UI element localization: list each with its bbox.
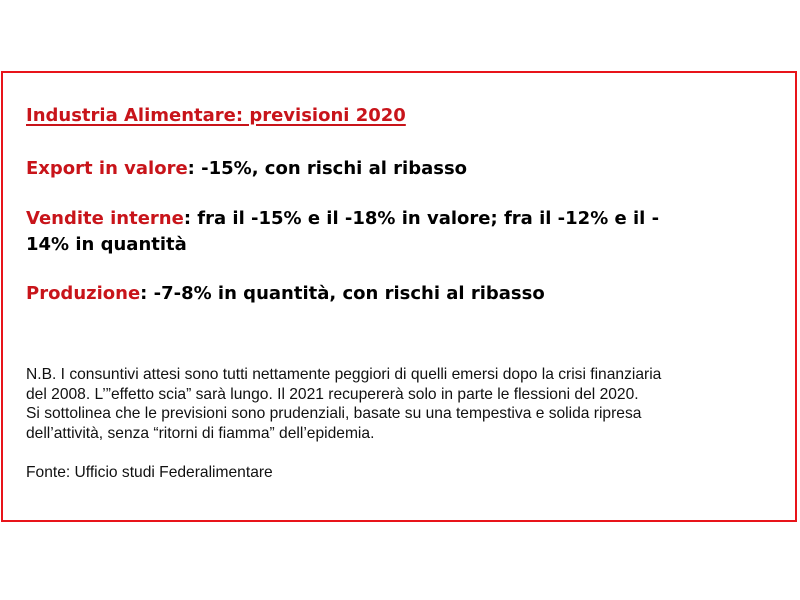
note-line: del 2008. L’”effetto scia” sarà lungo. Il 2021 recupererà solo in parte le flessioni del 2020. (26, 385, 639, 403)
source-credit: Fonte: Ufficio studi Federalimentare (26, 464, 273, 481)
production-value: : -7-8% in quantità, con rischi al ribasso (140, 283, 545, 304)
export-value: : -15%, con rischi al ribasso (187, 158, 468, 179)
domestic-sales-label: Vendite interne (26, 208, 184, 229)
note-line: N.B. I consuntivi attesi sono tutti nettamente peggiori di quelli emersi dopo la crisi finanziaria (26, 366, 662, 383)
slide-title: Industria Alimentare: previsioni 2020 (26, 105, 406, 126)
export-forecast (26, 156, 776, 182)
domestic-sales-value-cont: 14% in quantità (26, 234, 187, 255)
production-label: Produzione (26, 283, 141, 304)
note-line: Si sottolinea che le previsioni sono prudenziali, basate su una tempestiva e solida ripresa (26, 405, 642, 422)
note-line: dell’attività, senza “ritorni di fiamma” dell’epidemia. (26, 424, 375, 442)
domestic-sales-value: : fra il -15% e il -18% in valore; fra il -12% e il - (183, 208, 660, 229)
slide-frame (1, 71, 797, 522)
domestic-sales-forecast (26, 206, 776, 258)
production-forecast (26, 281, 776, 307)
export-label: Export in valore (26, 158, 188, 179)
slide-content (26, 103, 776, 483)
note-block (26, 365, 776, 443)
